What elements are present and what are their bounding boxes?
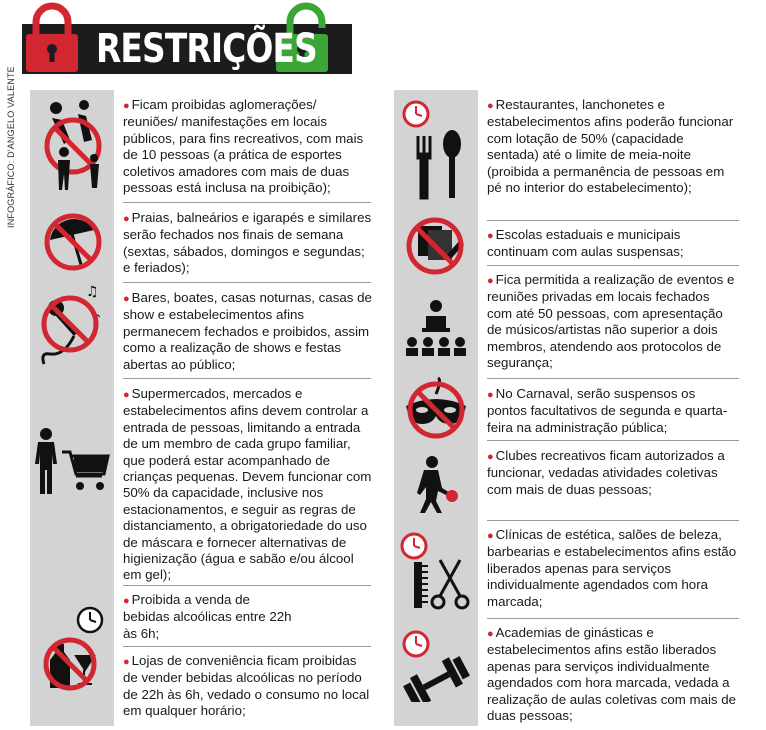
divider bbox=[487, 440, 739, 441]
bullet-icon: ● bbox=[487, 100, 494, 112]
no-school-icon bbox=[400, 212, 470, 278]
restaurant-clock-icon bbox=[400, 96, 472, 200]
bullet-icon: ● bbox=[487, 628, 494, 640]
divider bbox=[487, 520, 739, 521]
restriction-beaches: ● Praias, balneários e igarapés e similares serão fechados nos finais de semana (sextas, sábados, domingos e segundas; e feriados); bbox=[123, 210, 372, 276]
bullet-icon: ● bbox=[487, 451, 494, 463]
divider bbox=[487, 618, 739, 619]
no-carnival-mask-icon bbox=[400, 376, 472, 442]
shopping-cart-person-icon bbox=[32, 426, 112, 498]
no-microphone-icon bbox=[36, 282, 112, 368]
bullet-icon: ● bbox=[123, 595, 130, 607]
divider bbox=[123, 202, 371, 203]
restriction-beauty-salons: ● Clínicas de estética, salões de beleza, barbearias e estabelecimentos afins estão liberados apenas para serviços individualmente agendados com hora marcada; bbox=[487, 527, 737, 609]
divider bbox=[487, 220, 739, 221]
divider bbox=[487, 265, 739, 266]
dumbbell-clock-icon bbox=[398, 630, 472, 702]
bullet-icon: ● bbox=[487, 275, 494, 287]
no-crowd-sports-icon bbox=[38, 96, 108, 196]
bullet-icon: ● bbox=[123, 656, 130, 668]
svg-text:♫: ♫ bbox=[86, 284, 99, 300]
bullet-icon: ● bbox=[123, 293, 130, 305]
divider bbox=[487, 378, 739, 379]
basketball-player-icon bbox=[410, 456, 462, 514]
bullet-icon: ● bbox=[487, 230, 494, 242]
page-title: RESTRIÇÕES bbox=[96, 26, 317, 72]
restriction-crowds: ● Ficam proibidas aglomerações/ reuniões/ manifestações em locais públicos, para fins recreativos, com mais de 10 pessoas (a prática de esportes coletivos amadores com mais de duas pessoas está inclusa na proibição); bbox=[123, 97, 364, 196]
svg-text:♪: ♪ bbox=[92, 312, 101, 328]
restriction-clubs: ● Clubes recreativos ficam autorizados a funcionar, vedadas atividades coletivas com mais de duas pessoas; bbox=[487, 448, 725, 497]
restriction-events: ● Fica permitida a realização de eventos e reuniões privadas em locais fechados com até 50 pessoas, com apresentação de músicos/artistas não superior a dois membros, atendendo aos protocolos de segurança; bbox=[487, 272, 735, 371]
restriction-carnival: ● No Carnaval, serão suspensos os pontos facultativos de segunda e quarta-feira na administração pública; bbox=[487, 386, 728, 435]
restriction-restaurants: ● Restaurantes, lanchonetes e estabelecimentos afins poderão funcionar com lotação de 50% (capacidade sentada) até o limite de meia-noite (proibida a permanência de pessoas em pé no interior do estabelecimento); bbox=[487, 97, 734, 196]
divider bbox=[123, 646, 371, 647]
red-lock-icon bbox=[22, 2, 82, 74]
bullet-icon: ● bbox=[123, 213, 130, 225]
event-speaker-icon bbox=[400, 298, 472, 362]
restriction-convenience-stores: ● Lojas de conveniência ficam proibidas de vender bebidas alcoólicas no período de 22h às 6h, vedado o consumo no local em qualquer horário; bbox=[123, 653, 370, 719]
divider bbox=[123, 585, 371, 586]
no-beach-umbrella-icon bbox=[38, 206, 108, 276]
restriction-alcohol-sales: ● Proibida a venda de bebidas alcoólicas entre 22h às 6h; bbox=[123, 592, 292, 641]
bullet-icon: ● bbox=[487, 389, 494, 401]
bullet-icon: ● bbox=[123, 100, 130, 112]
no-alcohol-clock-icon bbox=[38, 604, 108, 694]
bullet-icon: ● bbox=[123, 389, 130, 401]
restriction-bars: ● Bares, boates, casas noturnas, casas de show e estabelecimentos afins permanecem fechados e proibidos, assim como a realização de shows e festas abertas ao público; bbox=[123, 290, 372, 372]
bullet-icon: ● bbox=[487, 530, 494, 542]
restriction-supermarkets: ● Supermercados, mercados e estabelecimentos afins devem controlar a entrada de pessoas, limitando a entrada de um membro de cada grupo familiar, que poderá estar acompanhado de crianças pequenas. Devem funcionar com 50% da capacidade, inclusive nos estacionamentos, e seguir as regras de distanciamento, a obrigatoriedade do uso de máscara e fornecer alternativas de higienização (água e sabão e/ou álcool em gel); bbox=[123, 386, 372, 583]
divider bbox=[123, 378, 371, 379]
infographic-credit: INFOGRÁFICO: D'ANGELO VALENTE bbox=[6, 66, 16, 228]
divider bbox=[123, 282, 371, 283]
restriction-gyms: ● Academias de ginásticas e estabelecimentos afins estão liberados apenas para serviços individualmente agendados com hora marcada, vedada a realização de aulas coletivas com mais de duas pessoas; bbox=[487, 625, 737, 724]
restriction-schools: ● Escolas estaduais e municipais continuam com aulas suspensas; bbox=[487, 227, 684, 260]
barber-clock-icon bbox=[398, 532, 472, 614]
